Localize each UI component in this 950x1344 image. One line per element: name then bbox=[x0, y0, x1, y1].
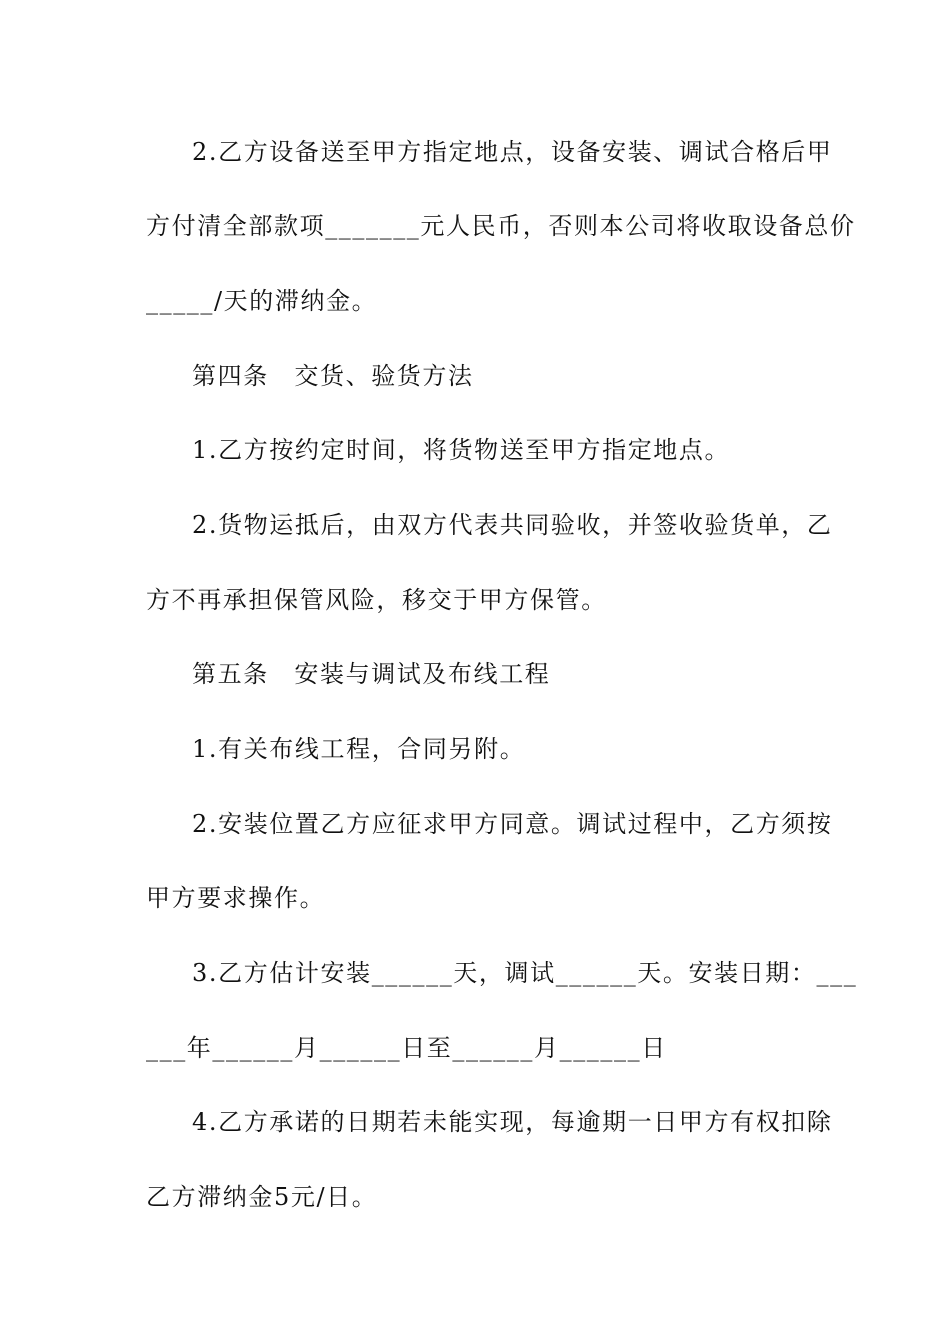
text-line: 1.乙方按约定时间，将货物送至甲方指定地点。 bbox=[192, 436, 731, 464]
text-line: ___年______月______日至______月______日 bbox=[146, 1034, 667, 1062]
text-line: 方不再承担保管风险，移交于甲方保管。 bbox=[146, 586, 607, 614]
article-five-heading: 第五条 安装与调试及布线工程 bbox=[192, 660, 551, 688]
text-line: 2.乙方设备送至甲方指定地点，设备安装、调试合格后甲 bbox=[192, 138, 833, 166]
text-line: _____/天的滞纳金。 bbox=[146, 287, 378, 315]
text-line: 1.有关布线工程，合同另附。 bbox=[192, 735, 526, 763]
text-line: 乙方滞纳金5元/日。 bbox=[146, 1183, 378, 1211]
text-line: 2.货物运抵后，由双方代表共同验收，并签收验货单，乙 bbox=[192, 511, 833, 539]
text-line: 2.安装位置乙方应征求甲方同意。调试过程中，乙方须按 bbox=[192, 810, 833, 838]
article-four-heading: 第四条 交货、验货方法 bbox=[192, 362, 474, 390]
text-line: 方付清全部款项_______元人民币，否则本公司将收取设备总价 bbox=[146, 212, 856, 240]
text-line: 4.乙方承诺的日期若未能实现，每逾期一日甲方有权扣除 bbox=[192, 1108, 833, 1136]
text-line: 3.乙方估计安装______天，调试______天。安装日期：___ bbox=[192, 959, 858, 987]
text-line: 甲方要求操作。 bbox=[146, 884, 326, 912]
